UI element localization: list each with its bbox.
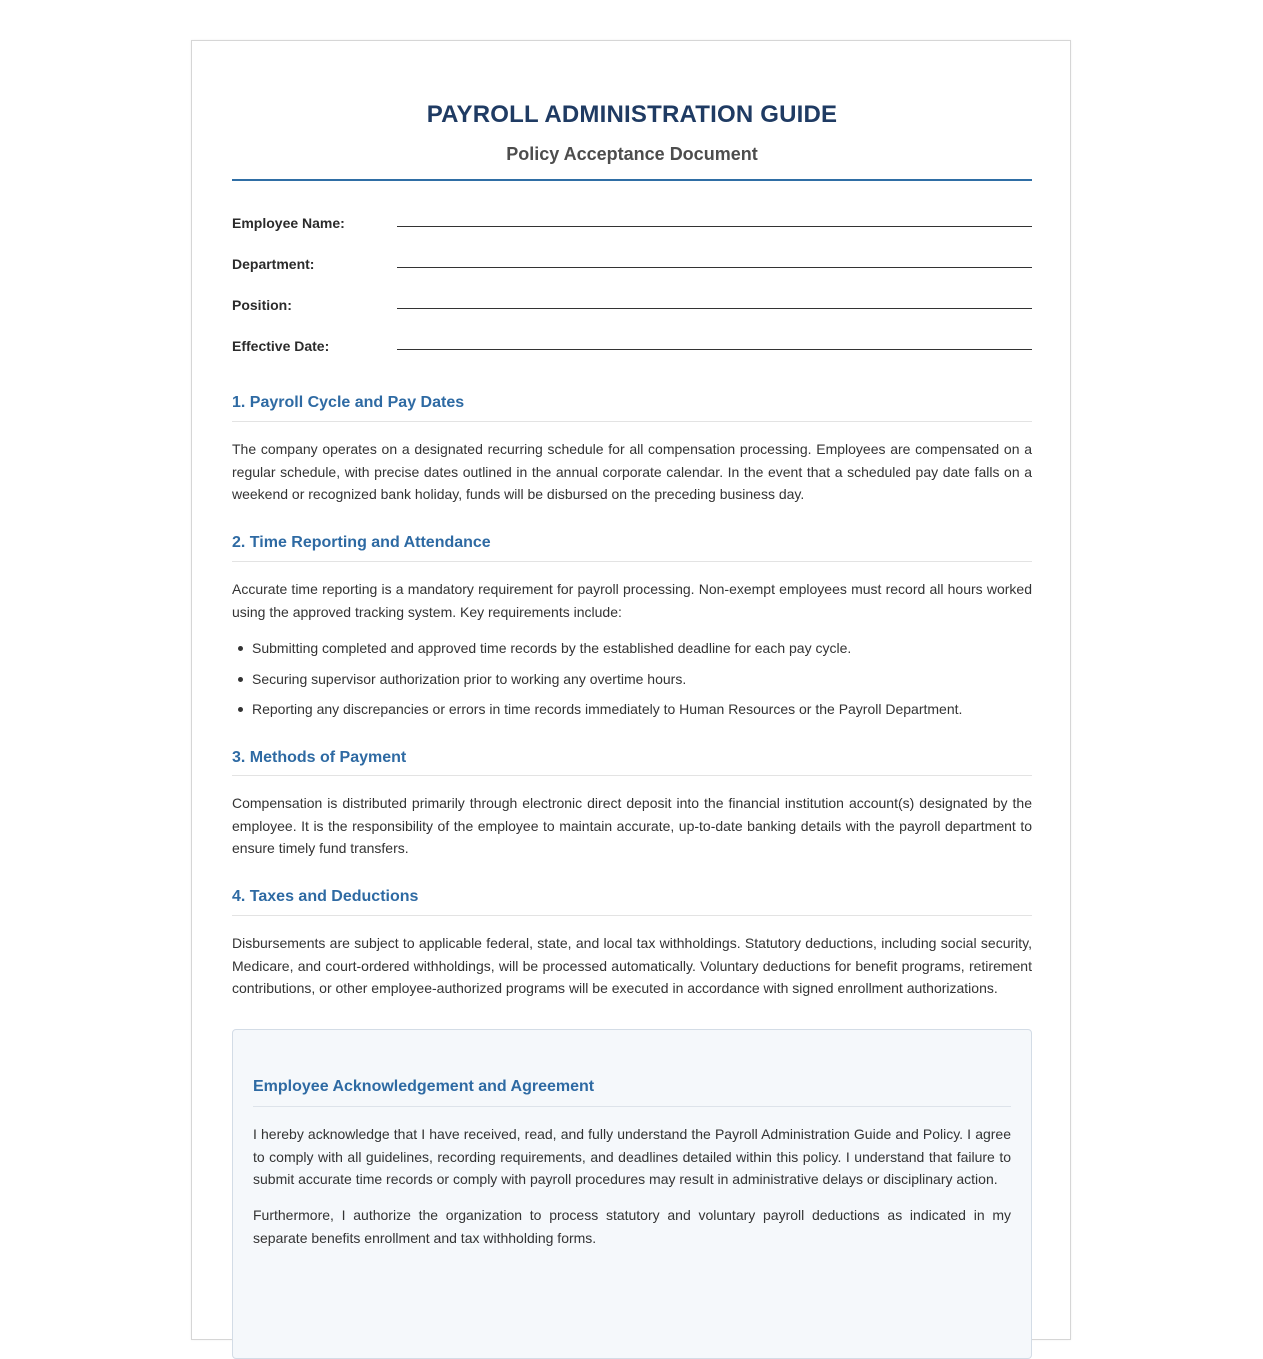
- acknowledgement-divider: [253, 1106, 1011, 1107]
- section-divider: [232, 915, 1032, 916]
- field-label: Employee Name:: [232, 215, 345, 231]
- bullet-icon: [238, 677, 243, 682]
- field-effective-date: [232, 338, 1032, 362]
- document-subtitle: Policy Acceptance Document: [506, 144, 758, 164]
- section-divider: [232, 421, 1032, 422]
- section-heading-time-reporting: 2. Time Reporting and Attendance: [232, 534, 491, 551]
- section-heading-payroll-cycle: 1. Payroll Cycle and Pay Dates: [232, 394, 465, 411]
- section-paragraph-taxes: Disbursements are subject to applicable federal, state, and local tax withholdings. Statutory deductions, including social security, Medicare, and court-ordered withholdings, will be processed automatically. Voluntary deductions for benefit programs, retirement contributions, or other employee-authorized programs will be executed in accordance with signed enrollment authorizations.: [232, 935, 1032, 996]
- acknowledgement-heading: Employee Acknowledgement and Agreement: [253, 1078, 595, 1095]
- list-item: [232, 700, 1032, 731]
- field-department: [232, 256, 1032, 280]
- section-divider: [232, 775, 1032, 776]
- bullet-icon: [238, 707, 243, 712]
- list-item: [232, 670, 1032, 701]
- acknowledgement-box: [232, 1029, 1032, 1359]
- section-heading-taxes: 4. Taxes and Deductions: [232, 888, 419, 905]
- field-label: Department:: [232, 256, 315, 272]
- employee-name-input-line[interactable]: [397, 226, 1032, 227]
- section-paragraph-payroll-cycle: The company operates on a designated recurring schedule for all compensation processing. Employees are compensated on a regular schedule, with precise dates outlined in the annual corporate calendar. In the event that a scheduled pay date falls on a weekend or recognized bank holiday, funds will be disbursed on the preceding business day.: [232, 441, 1032, 502]
- requirements-list: [232, 639, 1032, 731]
- field-employee-name: [232, 215, 1032, 239]
- section-paragraph-payment-methods: Compensation is distributed primarily through electronic direct deposit into the financial institution account(s) designated by the employee. It is the responsibility of the employee to maintain accurate, up-to-date banking details with the payroll department to ensure timely fund transfers.: [232, 795, 1032, 856]
- effective-date-input-line[interactable]: [397, 349, 1032, 350]
- bullet-icon: [238, 646, 243, 651]
- title-divider: [232, 179, 1032, 181]
- document-page: [191, 40, 1071, 1340]
- section-divider: [232, 561, 1032, 562]
- document-title: PAYROLL ADMINISTRATION GUIDE: [426, 101, 838, 128]
- department-input-line[interactable]: [397, 267, 1032, 268]
- list-item-text: Reporting any discrepancies or errors in time records immediately to Human Resources or the Payroll Department.: [252, 701, 963, 717]
- field-position: [232, 297, 1032, 321]
- position-input-line[interactable]: [397, 308, 1032, 309]
- acknowledgement-paragraph: I hereby acknowledge that I have received, read, and fully understand the Payroll Administration Guide and Policy. I agree to comply with all guidelines, recording requirements, and deadlines detailed within this policy. I understand that failure to submit accurate time records or comply with payroll procedures may result in administrative delays or disciplinary action.: [253, 1126, 1011, 1187]
- list-item-text: Securing supervisor authorization prior to working any overtime hours.: [252, 670, 687, 687]
- list-item: [232, 639, 1032, 670]
- section-heading-payment-methods: 3. Methods of Payment: [232, 749, 407, 766]
- section-paragraph-time-reporting: Accurate time reporting is a mandatory requirement for payroll processing. Non-exempt employees must record all hours worked using the approved tracking system. Key requirements include:: [232, 581, 1032, 620]
- field-label: Effective Date:: [232, 338, 330, 354]
- authorization-paragraph: Furthermore, I authorize the organization to process statutory and voluntary payroll deductions as indicated in my separate benefits enrollment and tax withholding forms.: [253, 1207, 1011, 1246]
- field-label: Position:: [232, 297, 292, 313]
- list-item-text: Submitting completed and approved time records by the established deadline for each pay cycle.: [252, 640, 852, 656]
